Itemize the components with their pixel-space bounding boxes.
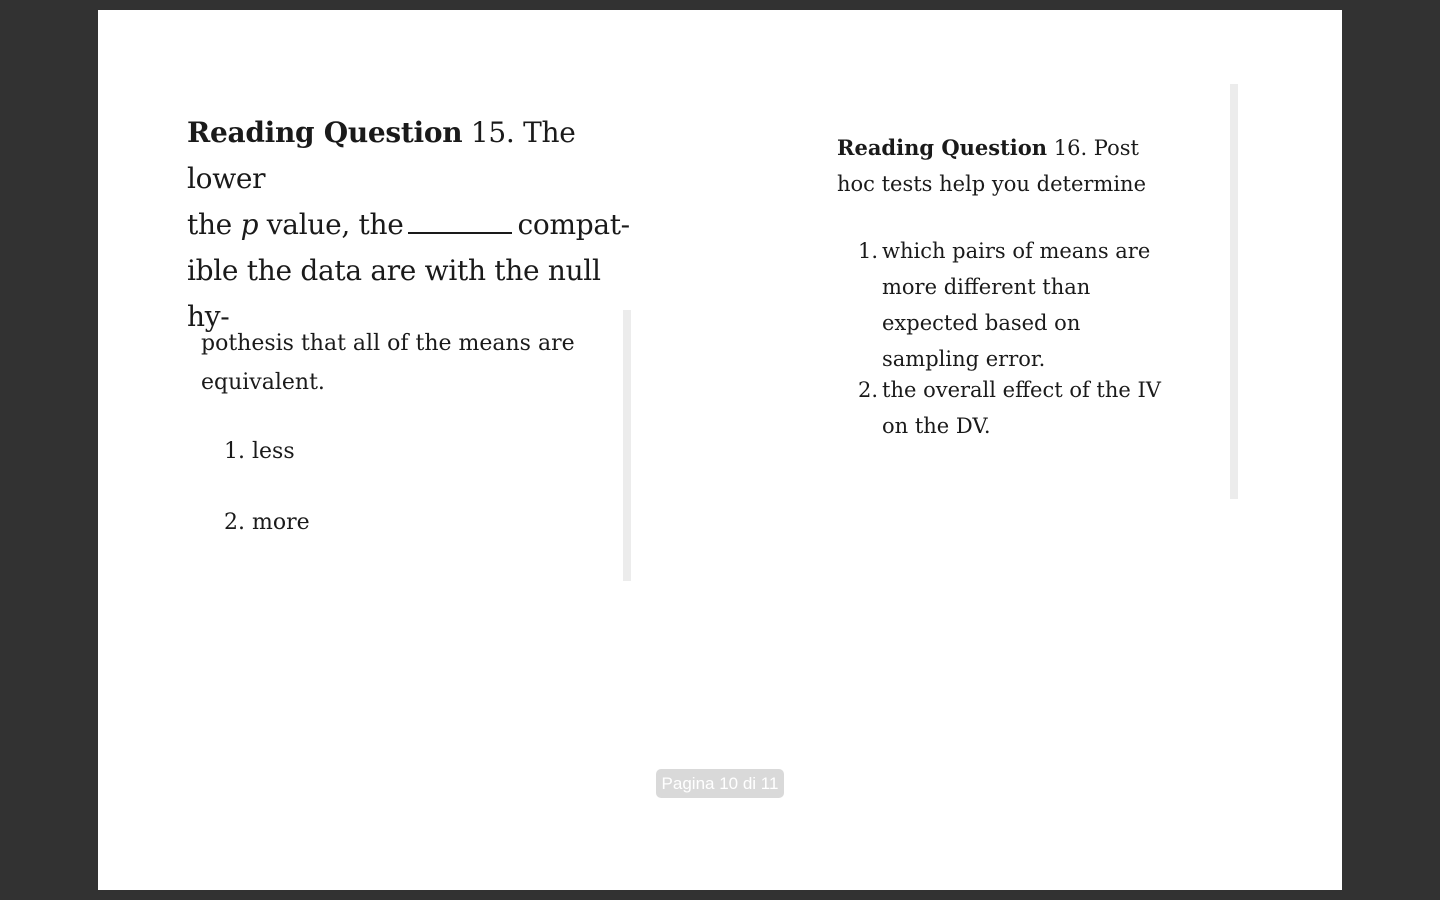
- question-16-option-2: [858, 372, 1182, 444]
- option-number: 2.: [224, 510, 245, 535]
- question-15-option-1: [224, 439, 295, 464]
- question-16-text: 16. Post hoc tests help you determine: [837, 136, 1146, 196]
- option-text: the overall effect of the IV on the DV.: [882, 378, 1161, 438]
- left-column-divider: [623, 310, 631, 581]
- question-15-line2-end: compat-: [517, 208, 630, 241]
- option-number: 1.: [858, 239, 879, 263]
- document-page: [98, 10, 1342, 890]
- question-15-option-2: [224, 510, 310, 535]
- option-number: 2.: [858, 378, 879, 402]
- question-15-label: Reading Question: [187, 116, 463, 149]
- question-16-label: Reading Question: [837, 135, 1048, 160]
- right-column-divider: [1230, 84, 1238, 499]
- option-text: less: [252, 439, 295, 464]
- question-15-continuation: pothesis that all of the means are equivalent.: [201, 331, 575, 395]
- question-16-option-1: [858, 233, 1182, 377]
- option-number: 1.: [224, 439, 245, 464]
- question-15-line2-pre: the: [187, 208, 241, 241]
- p-variable: p: [240, 208, 259, 241]
- question-15-number: 15. The lower: [187, 116, 576, 195]
- question-15-stem: [187, 110, 637, 340]
- question-16-stem: [837, 130, 1177, 202]
- option-text: more: [252, 510, 310, 535]
- page-indicator: Pagina 10 di 11: [656, 769, 784, 798]
- option-text: which pairs of means are more different than expected based on sampling error.: [882, 239, 1151, 371]
- question-15-line3: ible the data are with the null hy-: [187, 254, 601, 333]
- question-15-line2-post: value, the: [258, 208, 404, 241]
- answer-blank: [408, 204, 512, 234]
